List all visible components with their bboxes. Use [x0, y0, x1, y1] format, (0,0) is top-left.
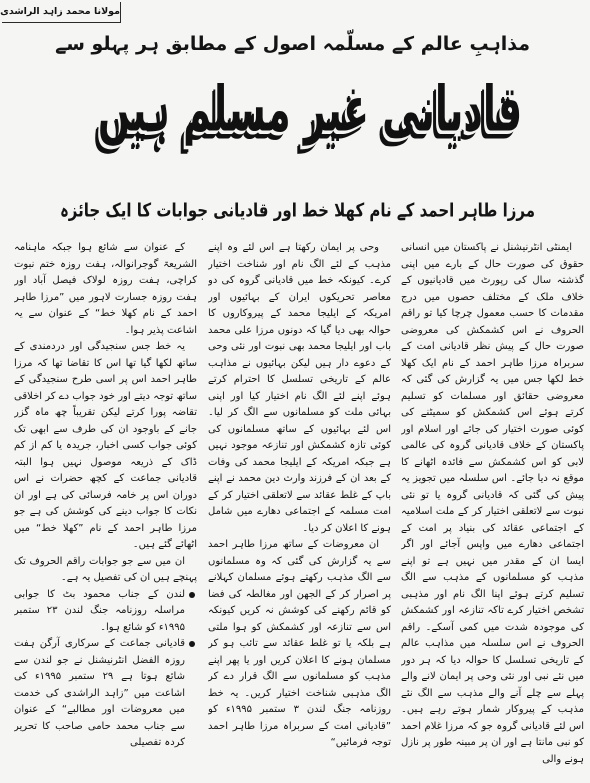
paragraph: یہ خط جس سنجیدگی اور دردمندی کے ساتھ لکھا گیا تھا اس کا تقاضا تھا کہ مرزا طاہر احمد اس پر اسی طرح سنجیدگی کے ساتھ توجہ دیتے اور خود جواب دے کر اخلاقی تقاضہ پورا کرتے لیکن تقریباً چھ ماہ گزر جانے کے باوجود ان کی طرف سے ابھی تک کوئی جواب کسی اخبار، جریدہ یا کم از کم ڈاک کے ذریعہ موصول نہیں ہوا البتہ قادیانی جماعت کے کچھ حضرات نے اس دوران اس پر خامہ فرسائی کی ہے اور ان نکات کا جواب دینے کی کوشش کی ہے جو مرزا طاہر احمد کے نام ”کھلا خط“ میں اٹھائے گئے ہیں۔ [14, 341, 197, 550]
article-column-2 [208, 240, 391, 783]
headline-kicker: مذاہبِ عالم کے مسلّمہ اصول کے مطابق ہر پہلو سے [55, 33, 530, 55]
headline-subtitle: مرزا طاہر احمد کے نام کھلا خط اور قادیانی جوابات کا ایک جائزہ [60, 198, 535, 222]
paragraph: کے عنوان سے شائع ہوا جبکہ ماہنامہ الشریعۃ گوجرانوالہ، ہفت روزہ ختم نبوت کراچی، ہفت روزہ لولاک فیصل آباد اور ہفت روزہ جسارت لاہور میں ”مرزا طاہر احمد کے نام کھلا خط“ کے عنوان سے یہ اشاعت پذیر ہوا۔ [14, 242, 197, 336]
bullet-item: قادیانی جماعت کے سرکاری آرگن ہفت روزہ الفضل انٹرنیشنل نے جو لندن سے شائع ہوتا ہے ۲۹ ستمبر ۱۹۹۵ء کی اشاعت میں ”زاہد الراشدی کی خدمت میں معروضات اور مطالبے“ کے عنوان سے جناب محمد حامی صاحب کا تحریر کردہ تفصیلی [14, 636, 197, 752]
paragraph: ان معروضات کے ساتھ مرزا طاہر احمد سے یہ گزارش کی گئی کہ وہ مسلمانوں سے الگ مذہب رکھتے ہوئے مسلمان کہلانے پر اصرار کر کے الجھن اور مغالطہ کی فضا کو قائم رکھنے کی کوشش نہ کریں کیونکہ اس سے تنازعہ اور کشمکش کو ہوا ملتی ہے بلکہ یا تو غلط عقائد سے تائب ہو کر مسلمان ہونے کا اعلان کریں اور یا پھر اپنے مذہب کو مسلمانوں سے الگ قرار دے کر الگ مذہبی شناخت اختیار کریں۔ یہ خط روزنامہ جنگ لندن ۳ ستمبر ۱۹۹۵ء کو ”قادیانی امت کے سربراہ مرزا طاہر احمد توجہ فرمائیں“ [208, 539, 391, 748]
paragraph: وحی پر ایمان رکھتا ہے اس لئے وہ اپنے مذہب کے لئے الگ نام اور شناخت اختیار کرے۔ کیونکہ خط میں قادیانی گروہ کی دو معاصر تحریکوں ایران کے بہائیوں اور امریکہ کے ایلیجا محمد کے پیروکاروں کا حوالہ بھی دیا گیا کہ دونوں مرزا علی محمد باب اور ایلیجا محمد بھی نبوت اور نئی وحی کے دعوے دار ہیں لیکن بہائیوں نے مذاہب عالم کے تاریخی تسلسل کا احترام کرتے ہوئے اپنے لئے الگ نام اختیار کیا اور اپنی بہائی ملت کو مسلمانوں سے الگ کر لیا۔ اس لئے بہائیوں کے ساتھ مسلمانوں کی کوئی تازہ کشمکش اور تنازعہ موجود نہیں ہے جبکہ امریکہ کے ایلیجا محمد کی وفات کے بعد ان کے فرزند وارث دین محمد نے اپنے باپ کے غلط عقائد سے لاتعلقی اختیار کر کے امت مسلمہ کے اجتماعی دھارے میں شامل ہونے کا اعلان کر دیا۔ [208, 242, 391, 534]
paragraph: ایمنٹی انٹرنیشنل نے پاکستان میں انسانی حقوق کی صورت حال کے بارے میں اپنی گذشتہ سال کی رپورٹ میں قادیانیوں کے خلاف ملک کے مختلف حصوں میں درج مقدمات کا حسب معمول چرچا کیا تو راقم الحروف نے اس کشمکش کی معروضی صورت حال کے پیش نظر قادیانی امت کے سربراہ مرزا طاہر احمد کے نام ایک کھلا خط لکھا جس میں یہ گزارش کی گئی کہ معروضی حقائق اور مسلمات کو تسلیم کرتے ہوئے اس کشمکش کو سمیٹنے کی کوئی صورت اختیار کی جائے اور اسلام اور پاکستان کے خلاف قادیانی گروہ کی عالمی لابی کو اس کشمکش سے فائدہ اٹھانے کا موقع نہ دیا جائے۔ اس سلسلہ میں تجویز یہ پیش کی گئی کہ قادیانی گروہ یا تو نئی نبوت سے لاتعلقی اختیار کر کے ملت اسلامیہ کے اجتماعی عقائد کی بنیاد پر امت کے اجتماعی دھارے میں واپس آجائے اور اگر ایسا ان کے مقدر میں نہیں ہے تو اپنے مذہب کو مسلمانوں کے مذہب سے الگ تسلیم کرتے ہوئے اپنا الگ نام اور مذہبی تشخص اختیار کرے تاکہ تنازعہ اور کشمکش کی موجودہ شدت میں کمی آسکے۔ راقم الحروف نے اس سلسلہ میں مذاہب عالم کے تاریخی تسلسل کا حوالہ دیا کہ ہر دور میں نئے نبی اور نئی وحی پر ایمان لانے والے پہلے سے چلے آنے والے مذہب سے الگ نئے مذہب کے پیروکار شمار ہوتے رہے ہیں۔ اس لئے قادیانی گروہ جو کہ مرزا غلام احمد کو نبی مانتا ہے اور ان پر مبینہ طور پر نازل ہونے والی [401, 242, 584, 765]
bullet-item: لندن کے جناب محمود بٹ کا جوابی مراسلہ روزنامہ جنگ لندن ۲۳ ستمبر ۱۹۹۵ء کو شائع ہوا۔ [14, 587, 197, 637]
paragraph: ان میں سے جو جوابات راقم الحروف تک پہنچے ہیں ان کی تفصیل یہ ہے۔ [14, 555, 197, 583]
author-byline: مولانا محمد زاہد الراشدی [2, 2, 121, 23]
headline-title: قادیانی غیر مسلم ہیں [97, 72, 523, 146]
article-column-3 [14, 240, 197, 783]
article-column-1 [401, 240, 584, 783]
